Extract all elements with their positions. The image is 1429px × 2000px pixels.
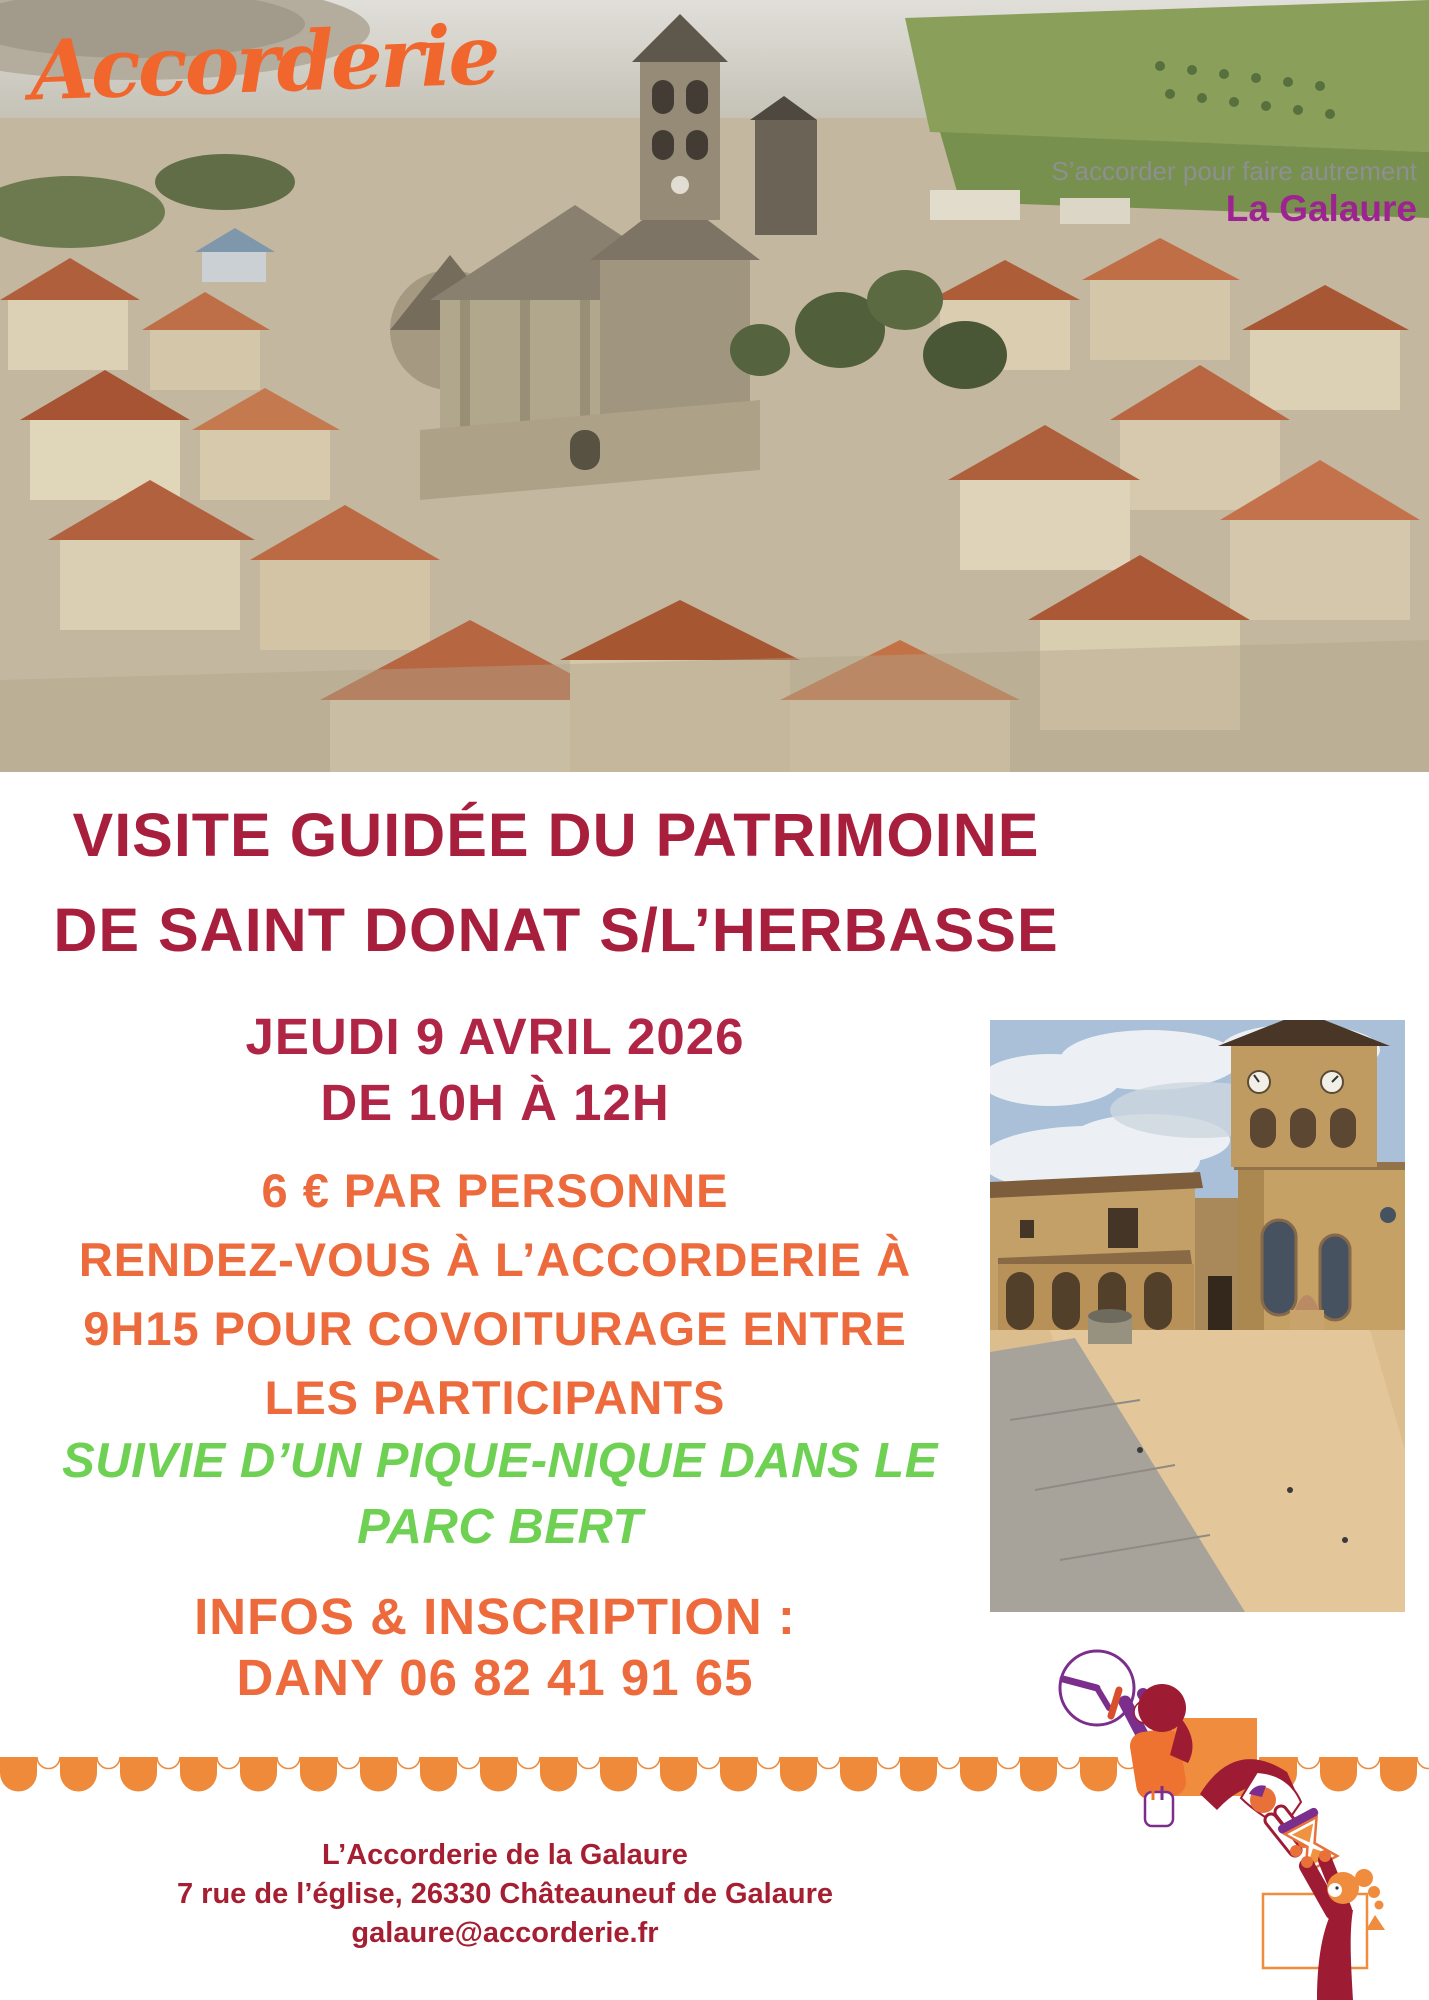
footer-org-name: L’Accorderie de la Galaure	[322, 1839, 688, 1871]
event-meeting-line1: RENDEZ-VOUS À L’ACCORDERIE À	[78, 1233, 912, 1286]
contact-info	[0, 1586, 990, 1708]
event-meeting-line3: LES PARTICIPANTS	[264, 1371, 726, 1424]
footer-address-block	[0, 1836, 1010, 1953]
accorderie-mascots-illustration	[995, 1622, 1429, 2000]
event-meeting-line2: 9H15 POUR COVOITURAGE ENTRE	[83, 1302, 907, 1355]
event-date-line1: JEUDI 9 AVRIL 2026	[245, 1008, 745, 1065]
event-date	[0, 1004, 990, 1136]
event-date-line2: DE 10H À 12H	[320, 1074, 670, 1131]
event-details	[0, 1156, 990, 1432]
picnic-note-line1: SUIVIE D’UN PIQUE-NIQUE DANS LE	[62, 1434, 938, 1488]
footer-email: galaure@accorderie.fr	[351, 1917, 659, 1949]
brand-tagline: S’accorder pour faire autrement	[1051, 156, 1417, 186]
brand-logo-text: Accorderie	[28, 7, 499, 120]
contact-label: INFOS & INSCRIPTION :	[194, 1588, 796, 1645]
poster-title-line2: DE SAINT DONAT S/L’HERBASSE	[53, 896, 1059, 964]
event-price: 6 € PAR PERSONNE	[261, 1164, 729, 1217]
poster-title	[0, 788, 1112, 978]
picnic-note-line2: PARC BERT	[357, 1500, 643, 1554]
poster-title-line1: VISITE GUIDÉE DU PATRIMOINE	[72, 801, 1040, 869]
hero-photo-aerial-village	[0, 0, 1429, 772]
people-clock-illustration	[995, 1622, 1429, 2000]
side-photo-church-courtyard	[990, 1020, 1405, 1612]
footer-street-address: 7 rue de l’église, 26330 Châteauneuf de Galaure	[177, 1878, 833, 1910]
hero-photo-illustration	[0, 0, 1429, 772]
brand-region: La Galaure	[1225, 188, 1417, 229]
contact-phone: DANY 06 82 41 91 65	[236, 1649, 754, 1706]
picnic-note	[0, 1428, 1000, 1560]
courtyard-photo-illustration	[990, 1020, 1405, 1612]
